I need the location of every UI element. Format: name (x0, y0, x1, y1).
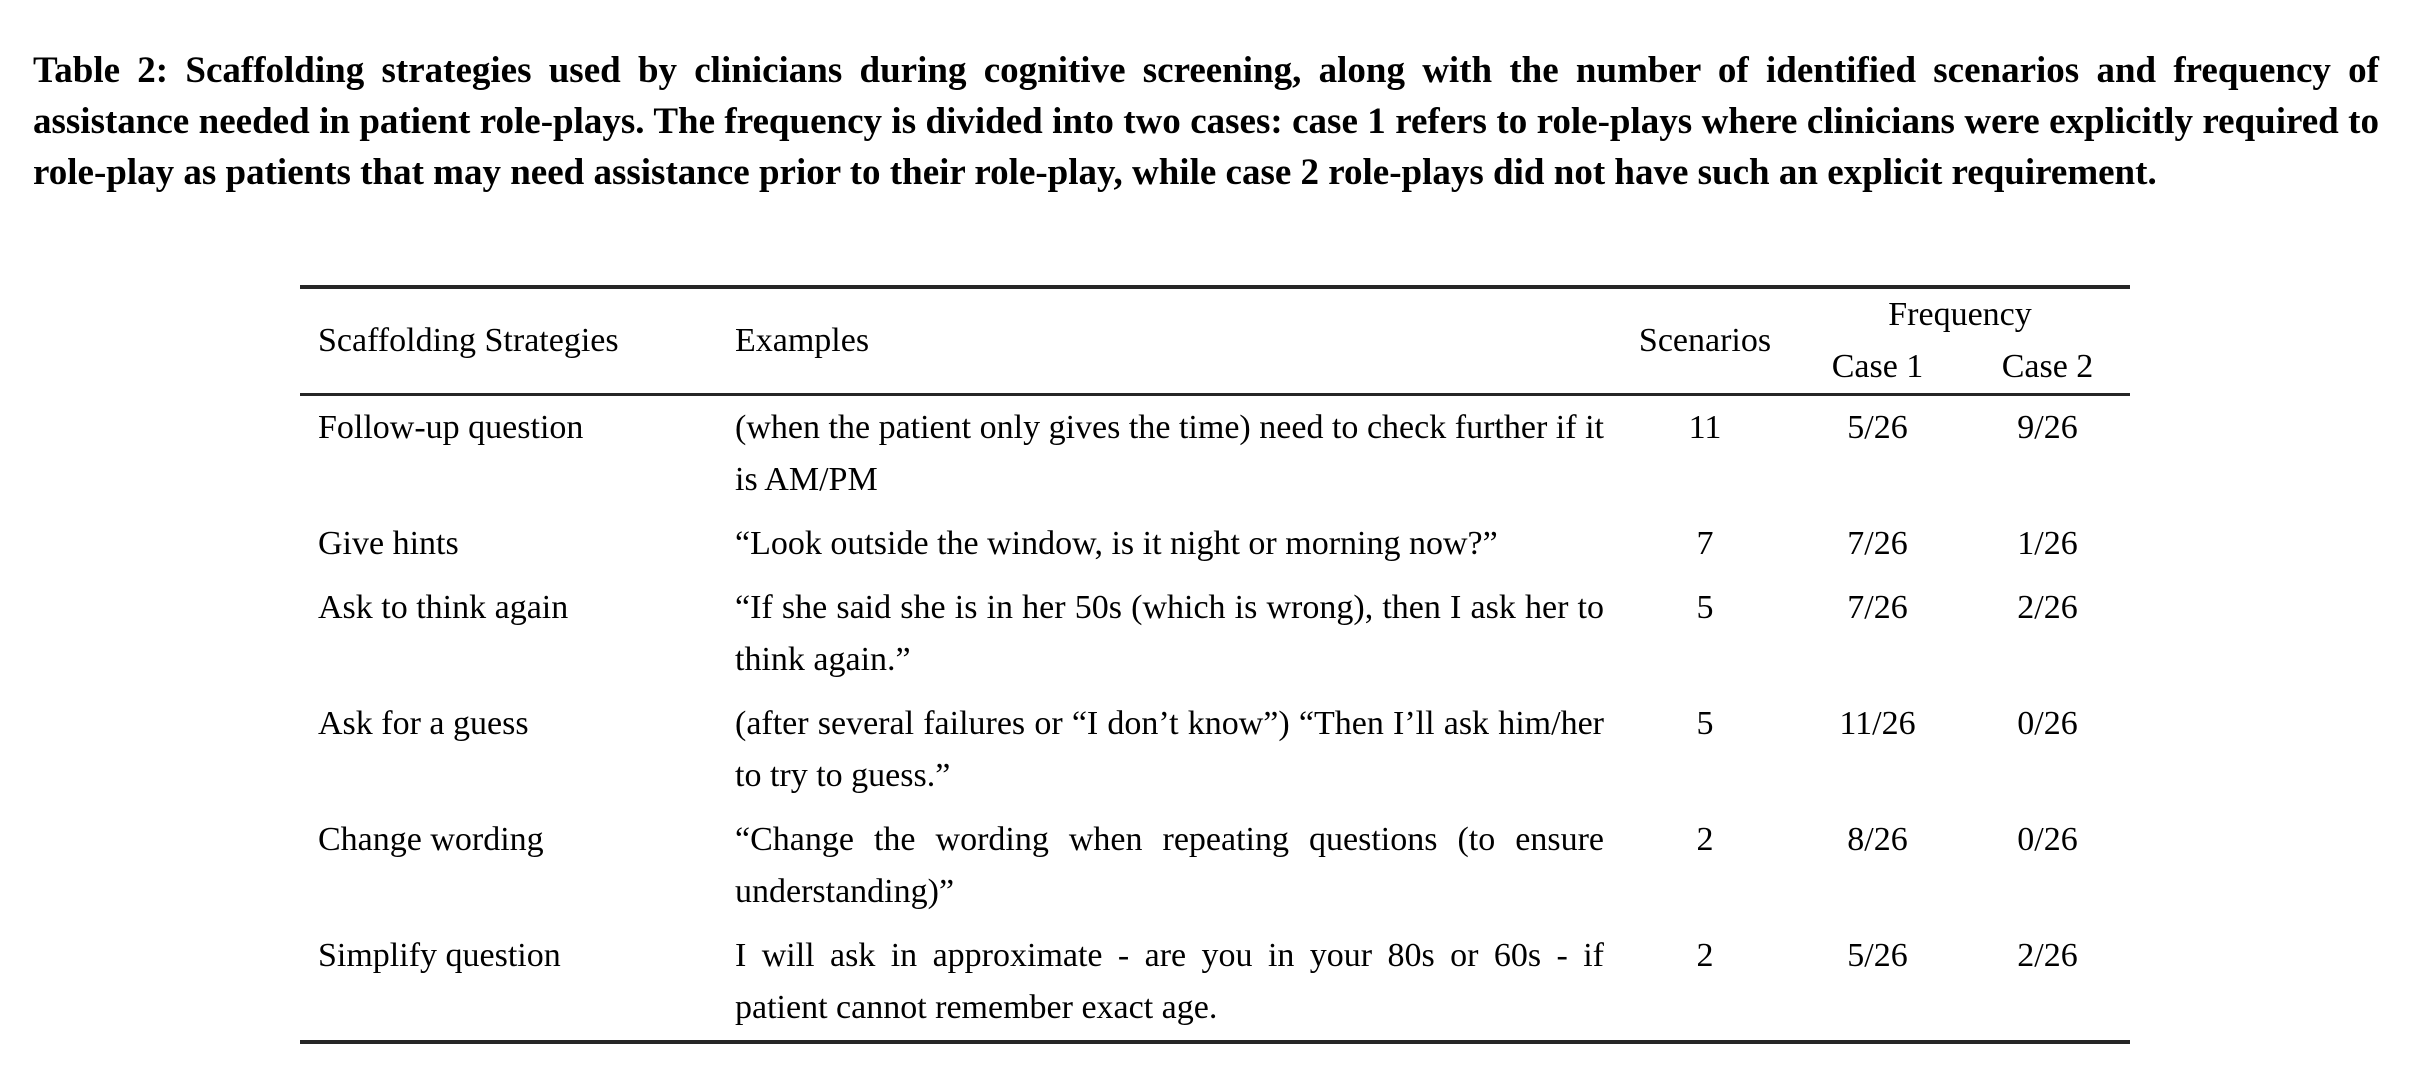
scenarios-cell: 2 (1696, 937, 1714, 974)
strategy-cell: Simplify question (318, 937, 561, 974)
header-case-1: Case 1 (1790, 341, 1965, 395)
case2-cell: 0/26 (2017, 705, 2078, 742)
header-scaffolding-strategies: Scaffolding Strategies (300, 287, 735, 395)
table-header (300, 287, 2130, 395)
header-frequency: Frequency (1888, 296, 2032, 333)
table-container (300, 285, 2130, 1044)
case2-cell: 0/26 (2017, 821, 2078, 858)
scenarios-cell: 7 (1696, 525, 1714, 562)
example-cell: “Look outside the window, is it night or morning now?” (735, 525, 1498, 562)
strategy-cell: Ask to think again (318, 589, 569, 626)
table-row (300, 924, 2130, 1042)
example-cell: (after several failures or “I don’t know”) “Then I’ll ask him/her to try to guess.” (735, 705, 1604, 794)
scenarios-cell: 11 (1688, 409, 1722, 446)
example-cell: I will ask in approximate - are you in your 80s or 60s - if patient cannot remember exact age. (735, 937, 1604, 1026)
case2-cell: 1/26 (2017, 525, 2078, 562)
case2-cell: 9/26 (2017, 409, 2078, 446)
scaffolding-strategies-table (300, 285, 2130, 1044)
table-row (300, 808, 2130, 924)
scenarios-cell: 5 (1696, 589, 1714, 626)
example-cell: (when the patient only gives the time) need to check further if it is AM/PM (735, 409, 1604, 498)
table-row (300, 692, 2130, 808)
example-cell: “Change the wording when repeating questions (to ensure understanding)” (735, 821, 1604, 910)
strategy-cell: Ask for a guess (318, 705, 529, 742)
header-scenarios: Scenarios (1620, 287, 1790, 395)
table-row (300, 395, 2130, 513)
header-case-2: Case 2 (1965, 341, 2130, 395)
strategy-cell: Give hints (318, 525, 459, 562)
table-body (300, 395, 2130, 1043)
scenarios-cell: 5 (1696, 705, 1714, 742)
example-cell: “If she said she is in her 50s (which is wrong), then I ask her to think again.” (735, 589, 1604, 678)
strategy-cell: Follow-up question (318, 409, 584, 446)
case1-cell: 11/26 (1839, 705, 1916, 742)
table-caption: Table 2: Scaffolding strategies used by clinicians during cognitive screening, along with the number of identified scenarios and frequency of assistance needed in patient role-plays. The frequency is divided into two cases: case 1 refers to role-plays where clinicians were explicitly required to role-play as patients that may need assistance prior to their role-play, while case 2 role-plays did not have such an explicit requirement. (33, 50, 2379, 193)
case1-cell: 8/26 (1847, 821, 1908, 858)
case1-cell: 5/26 (1847, 937, 1908, 974)
case1-cell: 5/26 (1847, 409, 1908, 446)
table-row (300, 576, 2130, 692)
case2-cell: 2/26 (2017, 589, 2078, 626)
case1-cell: 7/26 (1847, 589, 1908, 626)
table-row (300, 512, 2130, 576)
case1-cell: 7/26 (1847, 525, 1908, 562)
case2-cell: 2/26 (2017, 937, 2078, 974)
scenarios-cell: 2 (1696, 821, 1714, 858)
header-examples: Examples (735, 287, 1620, 395)
strategy-cell: Change wording (318, 821, 544, 858)
